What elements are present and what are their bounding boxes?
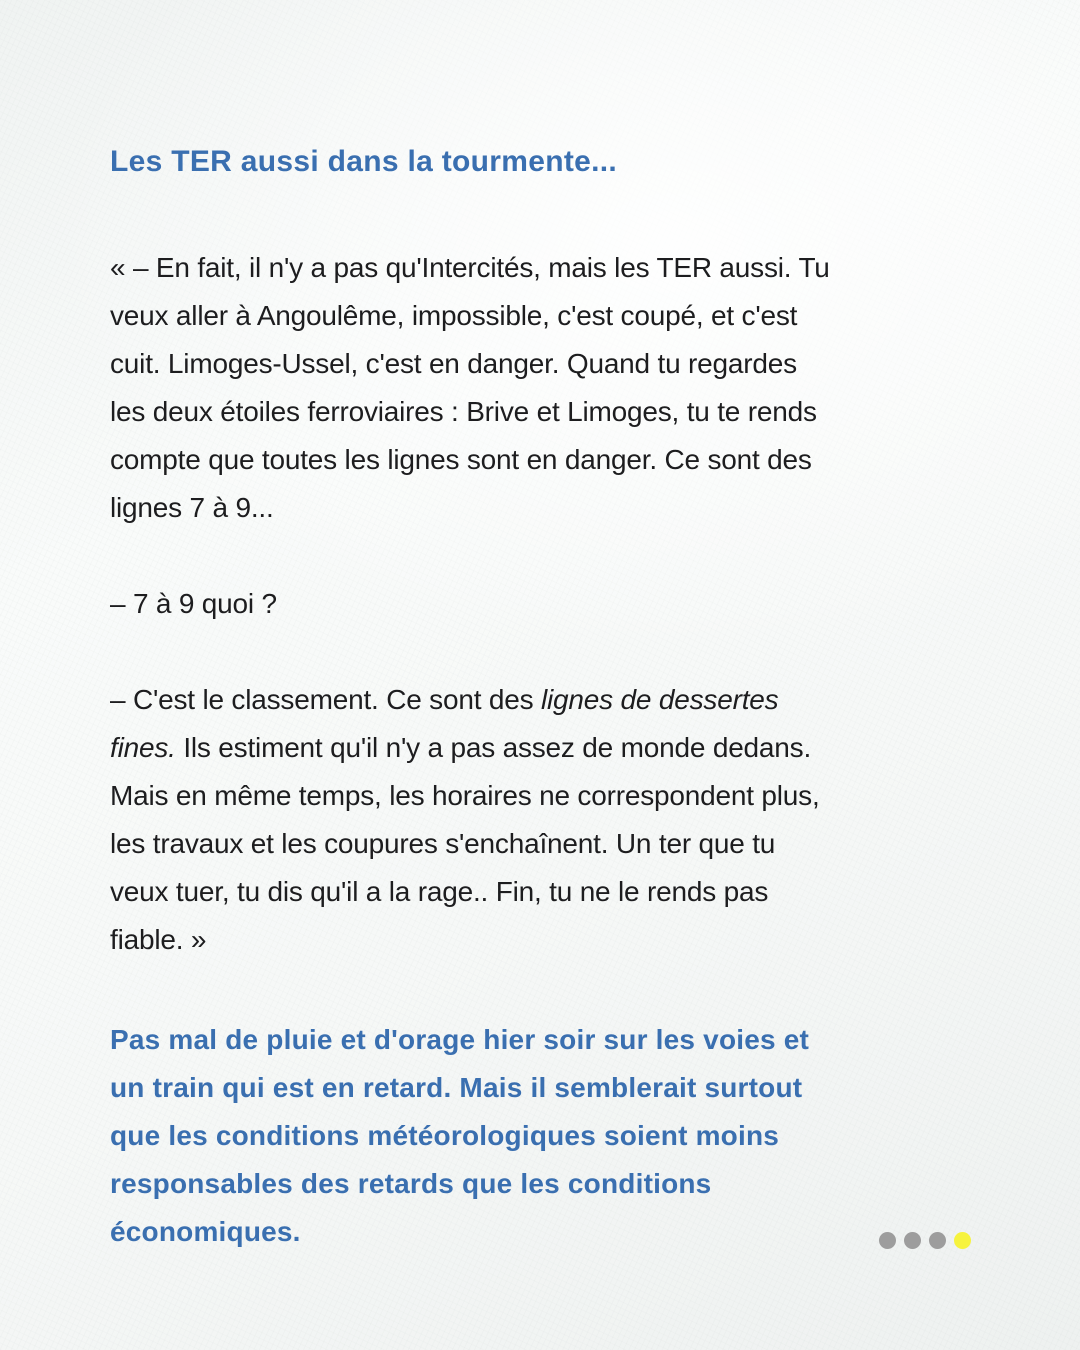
carousel-pagination [879, 1232, 971, 1249]
commentary-paragraph: Pas mal de pluie et d'orage hier soir sur les voies et un train qui est en retard. Mais il semblerait surtout que les conditions météorologiques soient moins responsables des retards que les conditions économiques. [110, 1024, 810, 1247]
quote-paragraph-1: « – En fait, il n'y a pas qu'Intercités, mais les TER aussi. Tu veux aller à Angoulême, impossible, c'est coupé, et c'est cuit. Limoges-Ussel, c'est en danger. Quand tu regardes les deux étoiles ferroviaires : Brive et Limoges, tu te rends compte que toutes les lignes sont en danger. Ce sont des lignes 7 à 9... [110, 252, 830, 523]
pagination-dot [904, 1232, 921, 1249]
body-content [110, 244, 972, 1256]
quote-paragraph-2: – 7 à 9 quoi ? [110, 588, 277, 619]
quote-paragraph-3: – C'est le classement. Ce sont des lignes de dessertes fines. Ils estiment qu'il n'y a pas assez de monde dedans. Mais en même temps, les horaires ne correspondent plus, les travaux et les coupures s'enchaînent. Un ter que tu veux tuer, tu dis qu'il a la rage.. Fin, tu ne le rends pas fiable. » [110, 684, 820, 955]
pagination-dot [929, 1232, 946, 1249]
pagination-dot-active [954, 1232, 971, 1249]
slide-title: Les TER aussi dans la tourmente... [110, 145, 618, 178]
pagination-dot [879, 1232, 896, 1249]
